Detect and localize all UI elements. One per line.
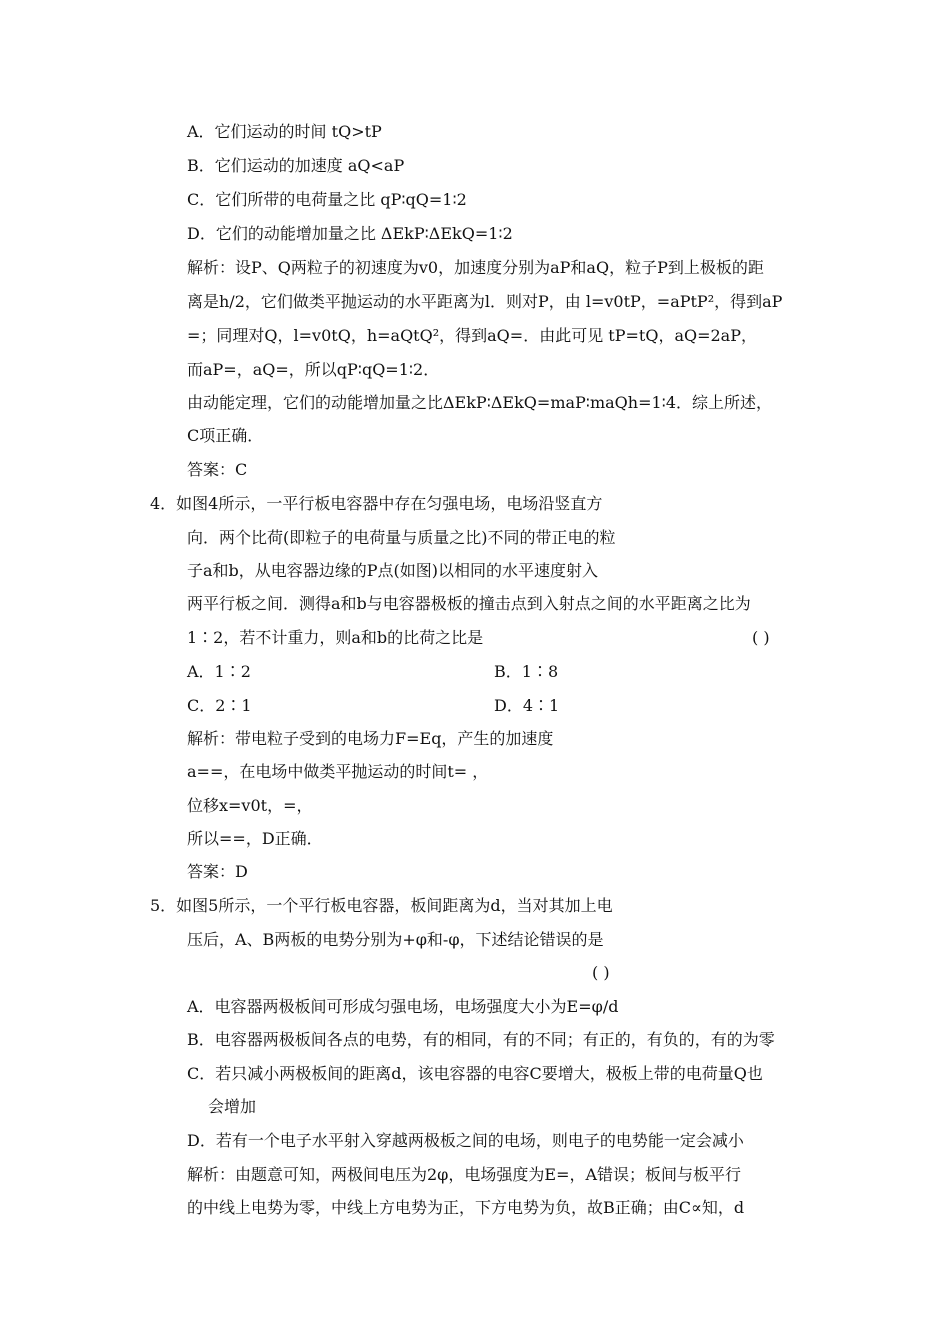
q3-answer: 答案：C xyxy=(187,460,248,479)
q3-option-a: A．它们运动的时间 tQ>tP xyxy=(187,122,382,141)
q3-option-c: C．它们所带的电荷量之比 qP∶qQ=1∶2 xyxy=(187,190,467,209)
q5-stem-line: 压后，A、B两板的电势分别为+φ和-φ，下述结论错误的是 xyxy=(187,930,604,949)
q4-stem-line: 向．两个比荷(即粒子的电荷量与质量之比)不同的带正电的粒 xyxy=(187,528,616,547)
q3-analysis-line: 离是h/2，它们做类平抛运动的水平距离为l．则对P，由 l=v0tP，=aPtP²，得到aP xyxy=(187,292,783,311)
q5-option-c: C．若只减小两极板间的距离d，该电容器的电容C要增大，极板上带的电荷量Q也 xyxy=(187,1064,763,1083)
q5-analysis-line: 解析：由题意可知，两极间电压为2φ，电场强度为E=，A错误；板间与板平行 xyxy=(187,1165,742,1184)
q4-stem-line: 4．如图4所示，一平行板电容器中存在匀强电场，电场沿竖直方 xyxy=(150,494,603,513)
q4-stem-line: 1∶2，若不计重力，则a和b的比荷之比是 xyxy=(187,628,484,647)
q5-option-c-continued: 会增加 xyxy=(208,1097,257,1116)
q5-analysis-line: 的中线上电势为零，中线上方电势为正，下方电势为负，故B正确；由C∝知，d xyxy=(187,1198,745,1217)
q5-option-d: D．若有一个电子水平射入穿越两极板之间的电场，则电子的电势能一定会减小 xyxy=(187,1131,744,1150)
q4-option-d: D．4∶1 xyxy=(494,696,560,715)
q4-option-b: B．1∶8 xyxy=(494,662,559,681)
q4-stem-line: 两平行板之间．测得a和b与电容器极板的撞击点到入射点之间的水平距离之比为 xyxy=(187,594,751,613)
q3-option-d: D．它们的动能增加量之比 ΔEkP∶ΔEkQ=1∶2 xyxy=(187,224,513,243)
q3-analysis-line: 解析：设P、Q两粒子的初速度为v0，加速度分别为aP和aQ，粒子P到上极板的距 xyxy=(187,258,764,277)
q3-analysis-line: =；同理对Q，l=v0tQ，h=aQtQ²，得到aQ=．由此可见 tP=tQ，aQ=2aP， xyxy=(187,326,757,345)
q4-analysis-line: 位移x=v0t，=， xyxy=(187,796,313,815)
q4-answer: 答案：D xyxy=(187,862,248,881)
q3-analysis-line: C项正确． xyxy=(187,426,264,445)
q4-analysis-line: 所以==，D正确． xyxy=(187,829,323,848)
q4-option-c: C．2∶1 xyxy=(187,696,252,715)
q4-answer-bracket: ( ) xyxy=(752,628,770,647)
q4-analysis-line: a==，在电场中做类平抛运动的时间t= ， xyxy=(187,762,489,781)
q5-answer-bracket: ( ) xyxy=(592,963,610,982)
q4-analysis-line: 解析：带电粒子受到的电场力F=Eq，产生的加速度 xyxy=(187,729,554,748)
q5-stem-line: 5．如图5所示，一个平行板电容器，板间距离为d，当对其加上电 xyxy=(150,896,613,915)
q3-analysis-line: 由动能定理，它们的动能增加量之比ΔEkP∶ΔEkQ=maP∶maQh=1∶4．综上所述， xyxy=(187,393,773,412)
q3-option-b: B．它们运动的加速度 aQ<aP xyxy=(187,156,405,175)
q5-option-a: A．电容器两极板间可形成匀强电场，电场强度大小为E=φ/d xyxy=(187,997,619,1016)
q4-stem-line: 子a和b，从电容器边缘的P点(如图)以相同的水平速度射入 xyxy=(187,561,599,580)
q4-option-a: A．1∶2 xyxy=(187,662,251,681)
q3-analysis-line: 而aP=，aQ=，所以qP∶qQ=1∶2． xyxy=(187,360,440,379)
q5-option-b: B．电容器两极板间各点的电势，有的相同，有的不同；有正的，有负的，有的为零 xyxy=(187,1030,775,1049)
